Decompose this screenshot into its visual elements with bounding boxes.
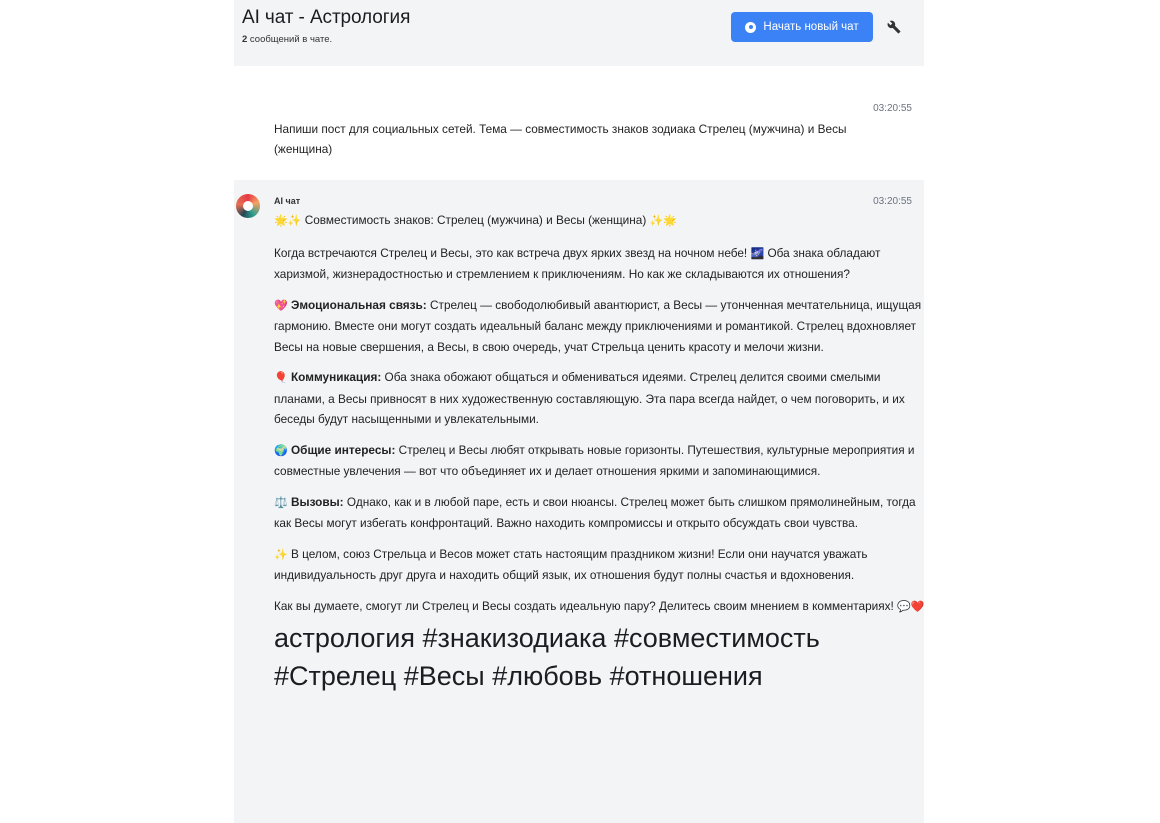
speech-heart-icon: 💬❤️ xyxy=(897,599,925,613)
section-emotional xyxy=(274,295,926,358)
post-cta xyxy=(274,596,926,618)
post-heading-text: Совместимость знаков: Стрелец (мужчина) и Весы (женщина) xyxy=(304,213,647,227)
message-body xyxy=(274,210,926,695)
message-text: Напиши пост для социальных сетей. Тема — совместимость знаков зодиака Стрелец (мужчина) и Весы (женщина) xyxy=(274,122,847,156)
section-title: Вызовы: xyxy=(290,494,344,509)
section-title: Общие интересы: xyxy=(290,442,396,457)
cta-text: Как вы думаете, смогут ли Стрелец и Весы создать идеальную пару? Делитесь своим мнением в комментариях! xyxy=(274,598,894,613)
star-sparkle-icon: 🌟✨ xyxy=(274,214,302,227)
message-count: 2 xyxy=(242,34,248,45)
wrench-icon xyxy=(887,20,901,34)
intro-text-cont: Оба знака обладают харизмой, жизнерадостностью и стремлением к приключениям. Но как же складываются их отношения? xyxy=(274,245,881,281)
sparkles-icon: ✨ xyxy=(274,547,288,561)
new-chat-label: Начать новый чат xyxy=(763,21,859,33)
section-text: Однако, как и в любой паре, есть и свои нюансы. Стрелец может быть слишком прямолинейным, тогда как Весы могут избегать конфронтаций. Важно находить компромиссы и открыто обсуждать свои чувства. xyxy=(274,494,916,530)
night-sky-icon: 🌌 xyxy=(750,246,765,260)
scales-icon: ⚖️ xyxy=(274,495,288,509)
sparkle-star-icon: ✨🌟 xyxy=(649,214,677,227)
post-intro xyxy=(274,243,926,285)
section-text: Стрелец — свободолюбивый авантюрист, а Весы — утонченная мечтательница, ищущая гармонию. Вместе они могут создать идеальный баланс между приключениями и романтикой. Стрелец вдохновляет Весы на новые свершения, а Весы, в свою очередь, учат Стрельца ценить красоту и мелочи жизни. xyxy=(274,297,922,354)
message-count-suffix: сообщений в чате. xyxy=(247,34,333,45)
plus-circle-icon xyxy=(745,22,756,33)
section-title: Эмоциональная связь: xyxy=(290,297,427,312)
message-timestamp: 03:20:55 xyxy=(873,196,912,207)
message-count-text xyxy=(242,34,332,45)
post-heading xyxy=(274,210,926,232)
section-interests xyxy=(274,440,926,482)
section-communication xyxy=(274,367,926,430)
post-conclusion xyxy=(274,544,926,586)
balloon-icon: 🎈 xyxy=(274,371,288,384)
heart-icon: 💖 xyxy=(274,298,288,312)
chat-header xyxy=(234,0,924,66)
sender-name: AI чат xyxy=(274,196,301,206)
section-text: Стрелец и Весы любят открывать новые горизонты. Путешествия, культурные мероприятия и совместные увлечения — вот что объединяет их и делает отношения яркими и запоминающимися. xyxy=(274,442,915,478)
section-challenges xyxy=(274,492,926,534)
assistant-message xyxy=(234,180,924,823)
conclusion-text: В целом, союз Стрельца и Весов может стать настоящим праздником жизни! Если они научатся уважать индивидуальность друг друга и находить общий язык, их отношения будут полны счастья и вдохновения. xyxy=(274,546,868,582)
post-hashtags: астрология #знакизодиака #совместимость #Стрелец #Весы #любовь #отношения xyxy=(274,623,820,691)
page-title: AI чат - Астрология xyxy=(242,7,411,28)
new-chat-button[interactable] xyxy=(731,12,873,42)
intro-text: Когда встречаются Стрелец и Весы, это как встреча двух ярких звезд на ночном небе! xyxy=(274,245,748,260)
message-timestamp: 03:20:55 xyxy=(873,103,912,114)
chat-panel xyxy=(234,0,924,823)
section-title: Коммуникация: xyxy=(290,370,382,384)
section-text: Оба знака обожают общаться и обмениваться идеями. Стрелец делится своими смелыми планами, а Весы привносят в них художественную составляющую. Эта пара всегда найдет, о чем поговорить, и их беседы будут насыщенными и увлекательными. xyxy=(274,370,905,426)
settings-button[interactable] xyxy=(879,12,909,42)
assistant-avatar xyxy=(236,194,260,218)
globe-icon: 🌍 xyxy=(274,443,288,457)
user-message xyxy=(234,66,924,180)
